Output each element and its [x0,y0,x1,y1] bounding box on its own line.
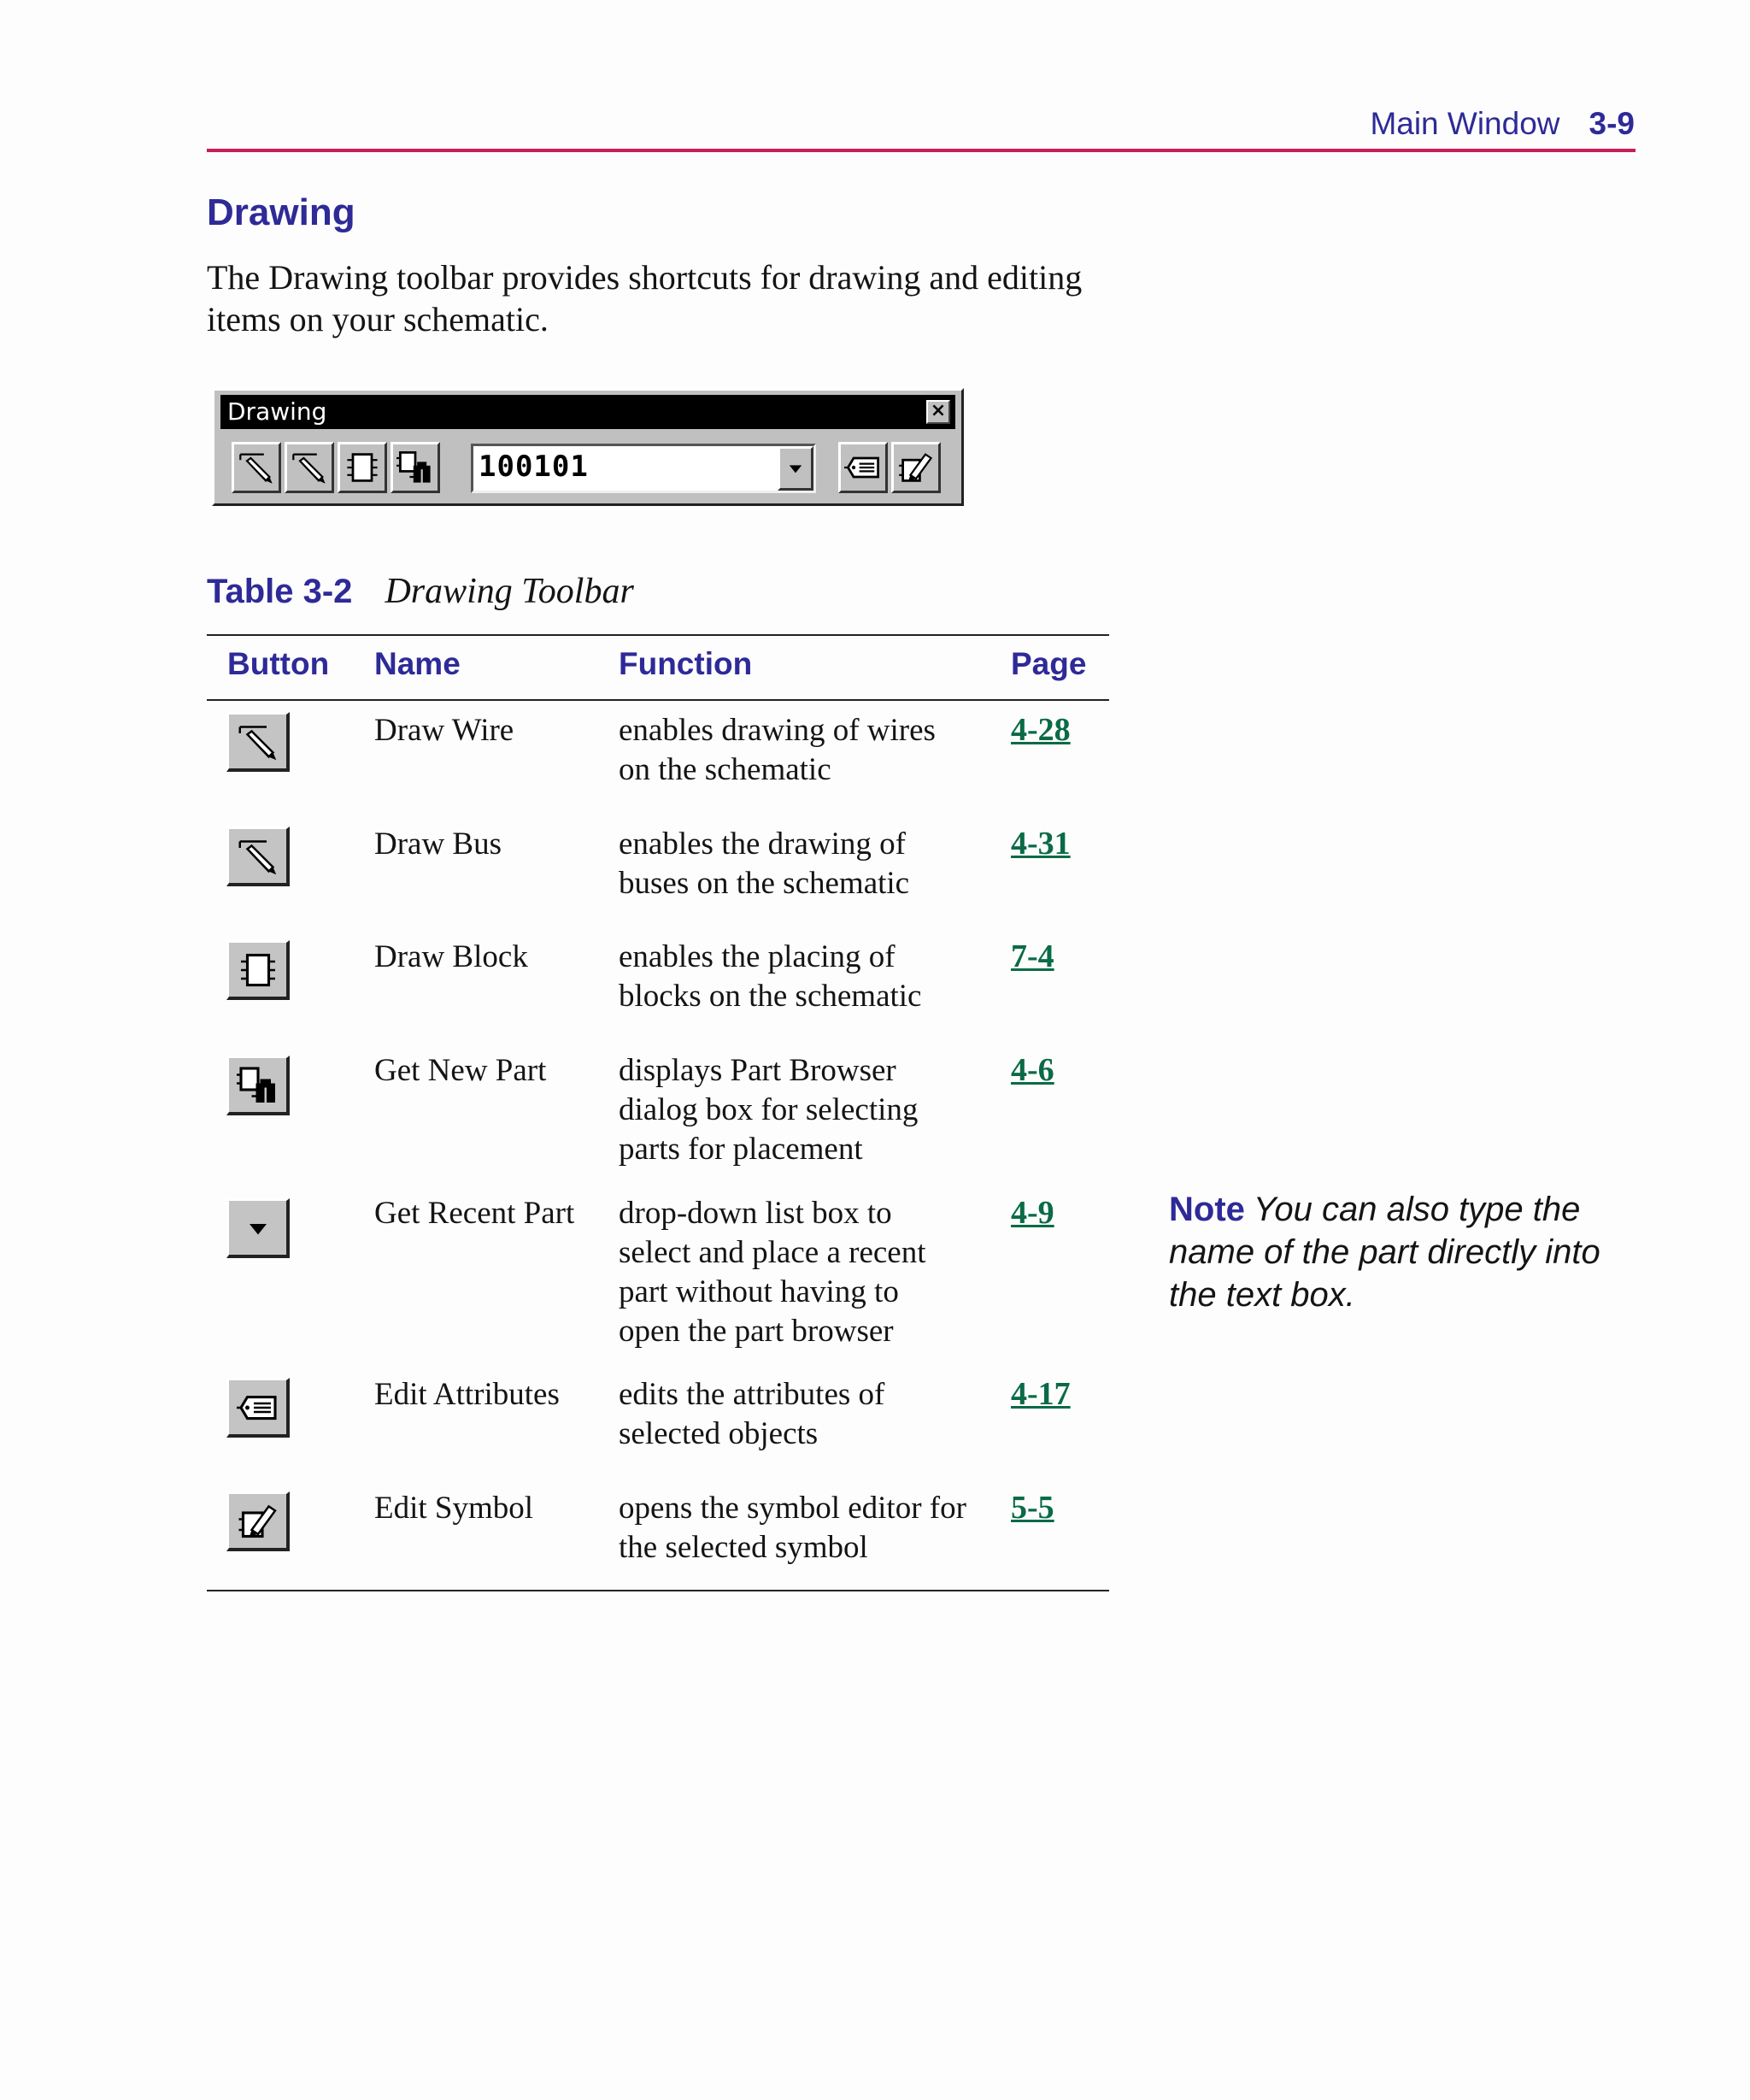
recent-part-input[interactable]: 100101 [479,450,589,484]
draw-bus-icon [237,835,279,878]
toolbar-titlebar [220,395,955,429]
row-name: Get Recent Part [374,1196,575,1231]
page-link[interactable]: 4-28 [1011,712,1071,748]
table-row-icon [226,1491,290,1551]
header-button: Button [227,646,330,681]
draw-block-button[interactable] [338,442,387,493]
row-function-line: drop-down list box to [619,1196,892,1231]
row-function-line: dialog box for selecting [619,1092,919,1127]
page-link[interactable]: 4-6 [1011,1052,1054,1088]
row-function-line: selected objects [619,1416,819,1451]
row-function-line: buses on the schematic [619,866,910,901]
table-row-icon [226,1198,290,1258]
table-row-icon [226,1056,290,1115]
running-header-title: Main Window [1370,106,1560,141]
drawing-toolbar-window [212,388,964,506]
table-top-rule [207,634,1109,636]
edit-symbol-icon [237,1500,279,1543]
edit-attributes-icon [844,449,882,486]
row-function-line: enables the placing of [619,939,896,974]
table-number: Table 3-2 [207,573,353,610]
pencil-wire-icon [238,449,275,486]
row-name: Draw Bus [374,826,502,862]
page-number: 3-9 [1589,106,1635,141]
edit-symbol-icon [897,449,935,486]
row-name: Draw Wire [374,713,514,748]
draw-block-icon [237,949,279,991]
dropdown-arrow-button[interactable] [778,446,813,491]
row-function-line: select and place a recent [619,1235,926,1270]
row-function [619,938,921,1016]
row-function [619,711,936,790]
get-new-part-icon [237,1064,279,1107]
block-icon [344,449,381,486]
edit-attributes-icon [237,1386,279,1429]
recent-part-combo[interactable] [471,444,816,493]
row-function-line: the selected symbol [619,1530,868,1565]
edit-attributes-button[interactable] [838,442,888,493]
table-bottom-rule [207,1590,1109,1591]
pencil-bus-icon [291,449,328,486]
row-function [619,825,909,903]
table-caption [207,571,634,612]
row-function-line: enables drawing of wires [619,713,936,748]
row-name: Draw Block [374,939,528,974]
table-row-icon [226,1378,290,1438]
dropdown-arrow-icon [237,1207,279,1250]
page-link[interactable]: 4-17 [1011,1376,1071,1412]
row-function [619,1194,926,1351]
row-function-line: open the part browser [619,1314,894,1349]
row-function-line: opens the symbol editor for [619,1491,966,1526]
row-function-line: parts for placement [619,1132,863,1167]
row-name: Edit Attributes [374,1377,560,1412]
close-icon[interactable]: × [926,400,950,424]
draw-wire-icon [237,721,279,763]
draw-wire-button[interactable] [232,442,281,493]
section-heading: Drawing [207,191,355,233]
table-row-icon [226,940,290,1000]
page-link[interactable]: 4-31 [1011,826,1071,862]
row-function-line: part without having to [619,1274,899,1309]
table-header-rule [207,699,1109,701]
row-function [619,1051,918,1169]
running-header [1370,106,1635,142]
row-function [619,1489,966,1568]
intro-paragraph: The Drawing toolbar provides shortcuts for drawing and editing items on your schematic. [207,258,1083,338]
table-title: Drawing Toolbar [385,572,634,611]
part-browser-icon [396,449,434,486]
get-new-part-button[interactable] [391,442,440,493]
row-function-line: edits the attributes of [619,1377,885,1412]
note-line: You can also type the [1253,1191,1581,1228]
note-label: Note [1169,1191,1245,1228]
row-function [619,1375,884,1454]
header-name: Name [374,646,461,681]
row-function-line: on the schematic [619,752,831,787]
edit-symbol-button[interactable] [891,442,941,493]
row-function-line: enables the drawing of [619,826,906,862]
draw-bus-button[interactable] [285,442,334,493]
row-name: Get New Part [374,1053,547,1088]
page-link[interactable]: 7-4 [1011,938,1054,974]
margin-note [1169,1188,1647,1316]
row-function-line: displays Part Browser [619,1053,896,1088]
header-page: Page [1011,646,1087,681]
header-rule [207,149,1635,152]
row-function-line: blocks on the schematic [619,979,922,1014]
table-row-icon [226,712,290,772]
table-row-icon [226,826,290,886]
note-line: name of the part directly into [1169,1233,1600,1271]
header-function: Function [619,646,753,681]
page-link[interactable]: 4-9 [1011,1195,1054,1231]
row-name: Edit Symbol [374,1491,534,1526]
note-line: the text box. [1169,1276,1355,1314]
toolbar-title: Drawing [227,397,327,426]
chevron-down-icon [780,453,811,484]
page-link[interactable]: 5-5 [1011,1490,1054,1526]
